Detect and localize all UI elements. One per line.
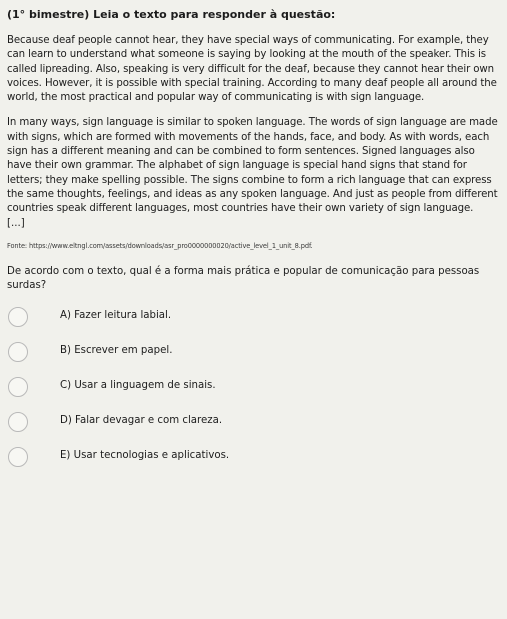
option-e-label[interactable]: E) Usar tecnologias e aplicativos. (60, 449, 230, 461)
text-ellipsis: [...] (7, 217, 25, 229)
question-prompt: De acordo com o texto, qual é a forma mais prática e popular de comunicação para pessoas surdas? (7, 265, 480, 291)
option-a[interactable] (7, 303, 499, 338)
option-b-radio[interactable] (8, 342, 28, 362)
option-a-radio[interactable] (8, 307, 28, 327)
option-c-radio[interactable] (8, 377, 28, 397)
option-c[interactable] (7, 373, 499, 408)
question-header: (1° bimestre) Leia o texto para responder à questão: (7, 8, 336, 21)
text-paragraph-1: Because deaf people cannot hear, they have special ways of communicating. For example, they can learn to understand what someone is saying by looking at the mouth of the speaker. This is called lipreading. Also, speaking is very difficult for the deaf, because they cannot hear their own voices. However, it is possible with special training. According to many deaf people all around the world, the most practical and popular way of communicating is with sign language. (7, 35, 497, 104)
option-a-label[interactable]: A) Fazer leitura labial. (60, 309, 172, 321)
option-b-label[interactable]: B) Escrever em papel. (60, 344, 173, 356)
source-citation: Fonte: https://www.eltngl.com/assets/downloads/asr_pro0000000020/active_level_1_unit_8.pdf. (7, 241, 313, 250)
answer-options (7, 303, 499, 478)
option-b[interactable] (7, 338, 499, 373)
option-e-radio[interactable] (8, 447, 28, 467)
text-paragraph-2: In many ways, sign language is similar to spoken language. The words of sign language are made with signs, which are formed with movements of the hands, face, and body. As with words, each sign has a different meaning and can be combined to form sentences. Signed languages also have their own grammar. The alphabet of sign language is special hand signs that stand for letters; they make spelling possible. The signs combine to form a rich language that can express the same thoughts, feelings, and ideas as any spoken language. And just as people from different countries speak different languages, most countries have their own variety of sign language. (7, 117, 498, 215)
option-c-label[interactable]: C) Usar a linguagem de sinais. (60, 379, 216, 391)
option-d[interactable] (7, 408, 499, 443)
option-e[interactable] (7, 443, 499, 478)
option-d-label[interactable]: D) Falar devagar e com clareza. (60, 414, 223, 426)
option-d-radio[interactable] (8, 412, 28, 432)
